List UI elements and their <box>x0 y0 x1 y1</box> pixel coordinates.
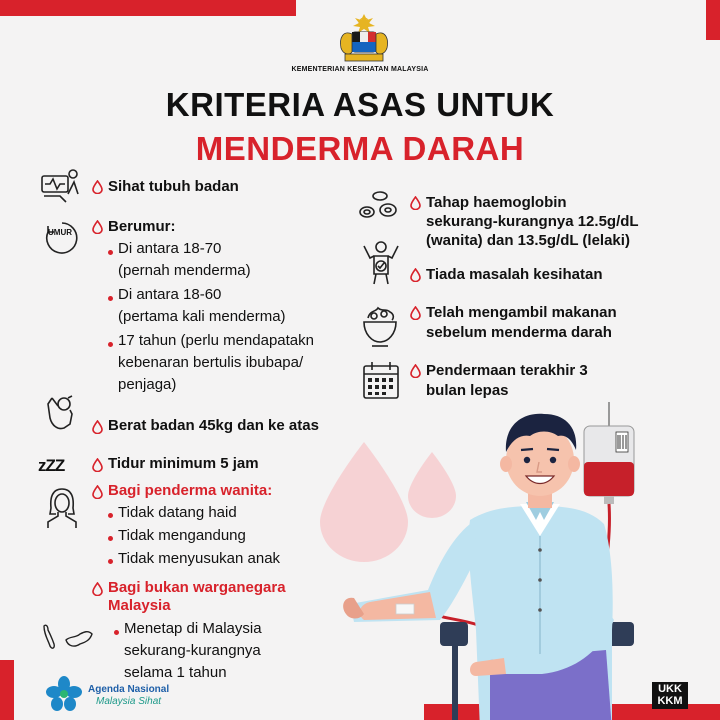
blood-drop-icon <box>92 220 103 234</box>
bullet <box>114 630 119 635</box>
age-item-1-line1: Di antara 18-70 <box>118 240 222 257</box>
blood-donor-illustration <box>340 400 660 720</box>
women-item-1: Tidak datang haid <box>118 504 237 521</box>
bullet <box>108 296 113 301</box>
women-item-2: Tidak mengandung <box>118 527 246 544</box>
blood-cells-icon <box>358 190 404 224</box>
criterion-weight: Berat badan 45kg dan ke atas <box>108 417 319 434</box>
age-item-3-line1: 17 tahun (perlu mendapatakn <box>118 332 314 349</box>
kkm-text: KKM <box>657 695 683 707</box>
criterion-sleep: Tidur minimum 5 jam <box>108 455 259 472</box>
age-item-1-line2: (pernah menderma) <box>118 262 251 279</box>
bullet <box>108 536 113 541</box>
blood-drop-icon <box>92 458 103 472</box>
sleep-icon: zZZ <box>38 456 65 475</box>
healthy-body-icon <box>40 166 80 204</box>
corner-bar-top-right <box>706 0 720 40</box>
blood-drop-icon <box>410 268 421 282</box>
ukk-text: UKK <box>658 683 682 695</box>
healthy-person-icon <box>360 240 402 286</box>
agenda-nasional-logo <box>42 676 192 712</box>
criterion-last-donation-line2: bulan lepas <box>426 382 509 399</box>
corner-bar-bottom-left <box>0 660 14 720</box>
age-item-2-line1: Di antara 18-60 <box>118 286 222 303</box>
foreigner-item-line2: sekurang-kurangnya <box>124 642 261 659</box>
criterion-foreigner-line2: Malaysia <box>108 597 171 614</box>
bullet <box>108 559 113 564</box>
age-item-2-line2: (pertama kali menderma) <box>118 308 286 325</box>
agenda-nasional-text: Agenda Nasional <box>88 684 170 695</box>
page-title-line2: MENDERMA DARAH <box>195 130 525 167</box>
criterion-health: Sihat tubuh badan <box>108 178 239 195</box>
criterion-hb-line1: Tahap haemoglobin <box>426 194 567 211</box>
ministry-name: KEMENTERIAN KESIHATAN MALAYSIA <box>291 66 429 73</box>
criterion-women-label: Bagi penderma wanita: <box>108 482 273 499</box>
page-title-line1: KRITERIA ASAS UNTUK <box>165 86 555 123</box>
foreigner-item-line3: selama 1 tahun <box>124 664 227 681</box>
malaysia-crest-logo <box>333 12 395 64</box>
criterion-hb-line3: (wanita) dan 13.5g/dL (lelaki) <box>426 232 630 249</box>
ukk-kkm-logo <box>652 682 688 709</box>
age-icon-label: UMUR <box>48 228 72 237</box>
criterion-foreigner-line1: Bagi bukan warganegara <box>108 579 286 596</box>
criterion-meal-line2: sebelum menderma darah <box>426 324 612 341</box>
malaysia-map-icon <box>40 620 96 656</box>
woman-icon <box>44 486 80 530</box>
criterion-meal-line1: Telah mengambil makanan <box>426 304 617 321</box>
blood-drop-icon <box>92 582 103 596</box>
criterion-last-donation-line1: Pendermaan terakhir 3 <box>426 362 588 379</box>
blood-drop-icon <box>92 485 103 499</box>
blood-drop-icon <box>410 196 421 210</box>
age-icon <box>44 220 80 256</box>
age-item-3-line3: penjaga) <box>118 376 177 393</box>
criterion-age-label: Berumur: <box>108 218 176 235</box>
bullet <box>108 250 113 255</box>
criterion-hb-line2: sekurang-kurangnya 12.5g/dL <box>426 213 639 230</box>
ok-hand-icon <box>44 394 76 434</box>
meal-bowl-icon <box>360 304 400 348</box>
foreigner-item-line1: Menetap di Malaysia <box>124 620 262 637</box>
corner-bar-top-left <box>0 0 296 16</box>
age-item-3-line2: kebenaran bertulis ibubapa/ <box>118 354 304 371</box>
malaysia-sihat-text: Malaysia Sihat <box>96 696 162 707</box>
women-item-3: Tidak menyusukan anak <box>118 550 281 567</box>
bullet <box>108 342 113 347</box>
blood-drop-icon <box>92 420 103 434</box>
hibiscus-flower-icon <box>46 676 82 712</box>
blood-drop-icon <box>410 364 421 378</box>
blood-drop-icon <box>92 180 103 194</box>
bullet <box>108 513 113 518</box>
blood-drop-icon <box>410 306 421 320</box>
calendar-icon <box>362 360 400 400</box>
criterion-no-health-problem: Tiada masalah kesihatan <box>426 266 603 283</box>
